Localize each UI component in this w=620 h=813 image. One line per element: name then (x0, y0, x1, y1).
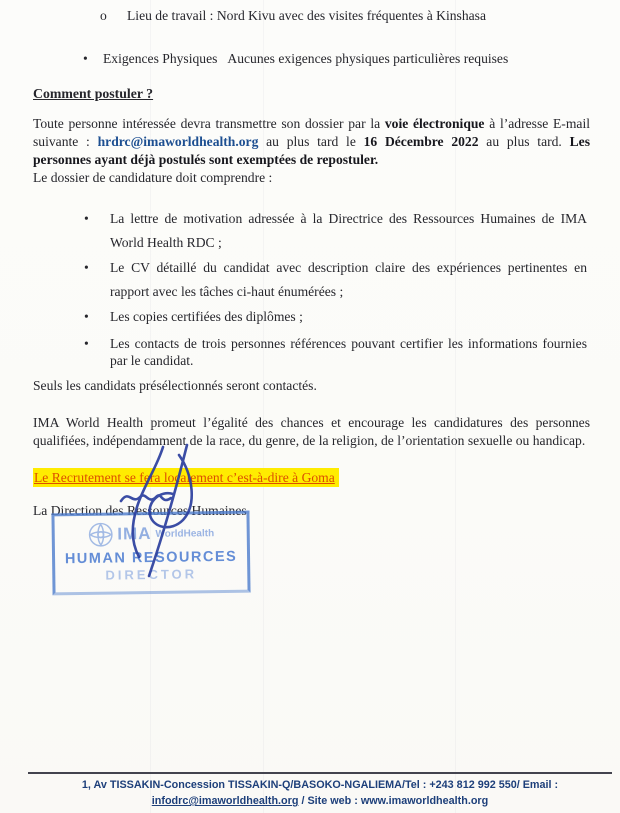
dossier-intro: Le dossier de candidature doit comprendre : (33, 169, 273, 185)
list-item-text: Le CV détaillé du candidat avec description claire des expériences pertinentes en rapport avec les tâches ci-haut énumérées ; (110, 259, 587, 300)
globe-icon (87, 522, 113, 548)
location-text: Lieu de travail : Nord Kivu avec des visites fréquentes à Kinshasa (127, 8, 486, 23)
footer-contact-line (28, 793, 612, 809)
document-content (0, 8, 620, 519)
apply-text: au plus tard le (258, 133, 364, 149)
apply-bold-reapply: Les personnes ayant déjà postulés sont exemptées de repostuler. (33, 133, 590, 167)
physical-label: Exigences Physiques (103, 51, 218, 66)
equality-paragraph: IMA World Health promeut l’égalité des chances et encourage les candidatures des personnes qualifiées, indépendamment de la race, du genre, de la religion, de l’orientation sexuelle ou handicap. (33, 414, 590, 449)
hr-stamp (51, 511, 250, 596)
list-item (84, 256, 587, 305)
apply-paragraph (33, 115, 590, 169)
footer-site-url: www.imaworldhealth.org (360, 795, 489, 808)
section-heading: Comment postuler ? (33, 86, 154, 101)
highlight-line (33, 470, 590, 486)
list-item-text: Les copies certifiées des diplômes ; (110, 308, 303, 324)
list-item-text: La lettre de motivation adressée à la Directrice des Ressources Humaines de IMA World Health RDC ; (110, 210, 587, 251)
apply-bold-electronic: voie électronique (384, 116, 485, 131)
footer-address-line: 1, Av TISSAKIN-Concession TISSAKIN-Q/BASOKO-NGALIEMA/Tel : +243 812 992 550/ Email : (81, 779, 559, 791)
footer-site-label: / Site web : (298, 795, 361, 808)
closing-line: La Direction des Ressources Humaines (33, 502, 247, 518)
disc-bullet-icon: • (83, 51, 88, 66)
apply-email-link[interactable]: hrdrc@imaworldhealth.org (97, 133, 259, 149)
apply-text: au plus tard. (478, 133, 570, 149)
disc-bullet-icon: • (84, 308, 89, 324)
bullet-physical-requirements (83, 51, 590, 67)
apply-deadline-date: 16 Décembre 2022 (363, 133, 479, 149)
circle-bullet-icon: o (100, 8, 107, 23)
disc-bullet-icon: • (84, 210, 89, 226)
stamp-org-name: IMA (117, 523, 152, 544)
dossier-list (33, 207, 590, 370)
disc-bullet-icon: • (84, 259, 89, 275)
list-item (84, 335, 587, 370)
stamp-org-row (55, 519, 247, 550)
stamp-title-line1: HUMAN RESOURCES (64, 548, 238, 568)
list-item-text: Les contacts de trois personnes références pouvant certifier les informations fournies par le candidat. (110, 336, 587, 369)
page-footer (28, 772, 612, 809)
shortlist-note: Seuls les candidats présélectionnés seront contactés. (33, 377, 317, 393)
disc-bullet-icon: • (84, 336, 89, 352)
apply-text: à l’adresse E-mail suivante : (33, 116, 590, 149)
list-item (84, 305, 587, 329)
bullet-location (100, 8, 590, 24)
physical-text: Aucunes exigences physiques particulières requises (227, 51, 509, 66)
stamp-title-line2: DIRECTOR (105, 566, 198, 583)
list-item (84, 207, 587, 256)
footer-email-link[interactable]: infodrc@imaworldhealth.org (151, 795, 299, 808)
stamp-org-suffix: WorldHealth (155, 527, 215, 540)
apply-text: Toute personne intéressée devra transmettre son dossier par la (33, 116, 385, 131)
highlighted-recruitment-note: Le Recrutement se fera localement c’est-à-dire à Goma (33, 468, 339, 487)
